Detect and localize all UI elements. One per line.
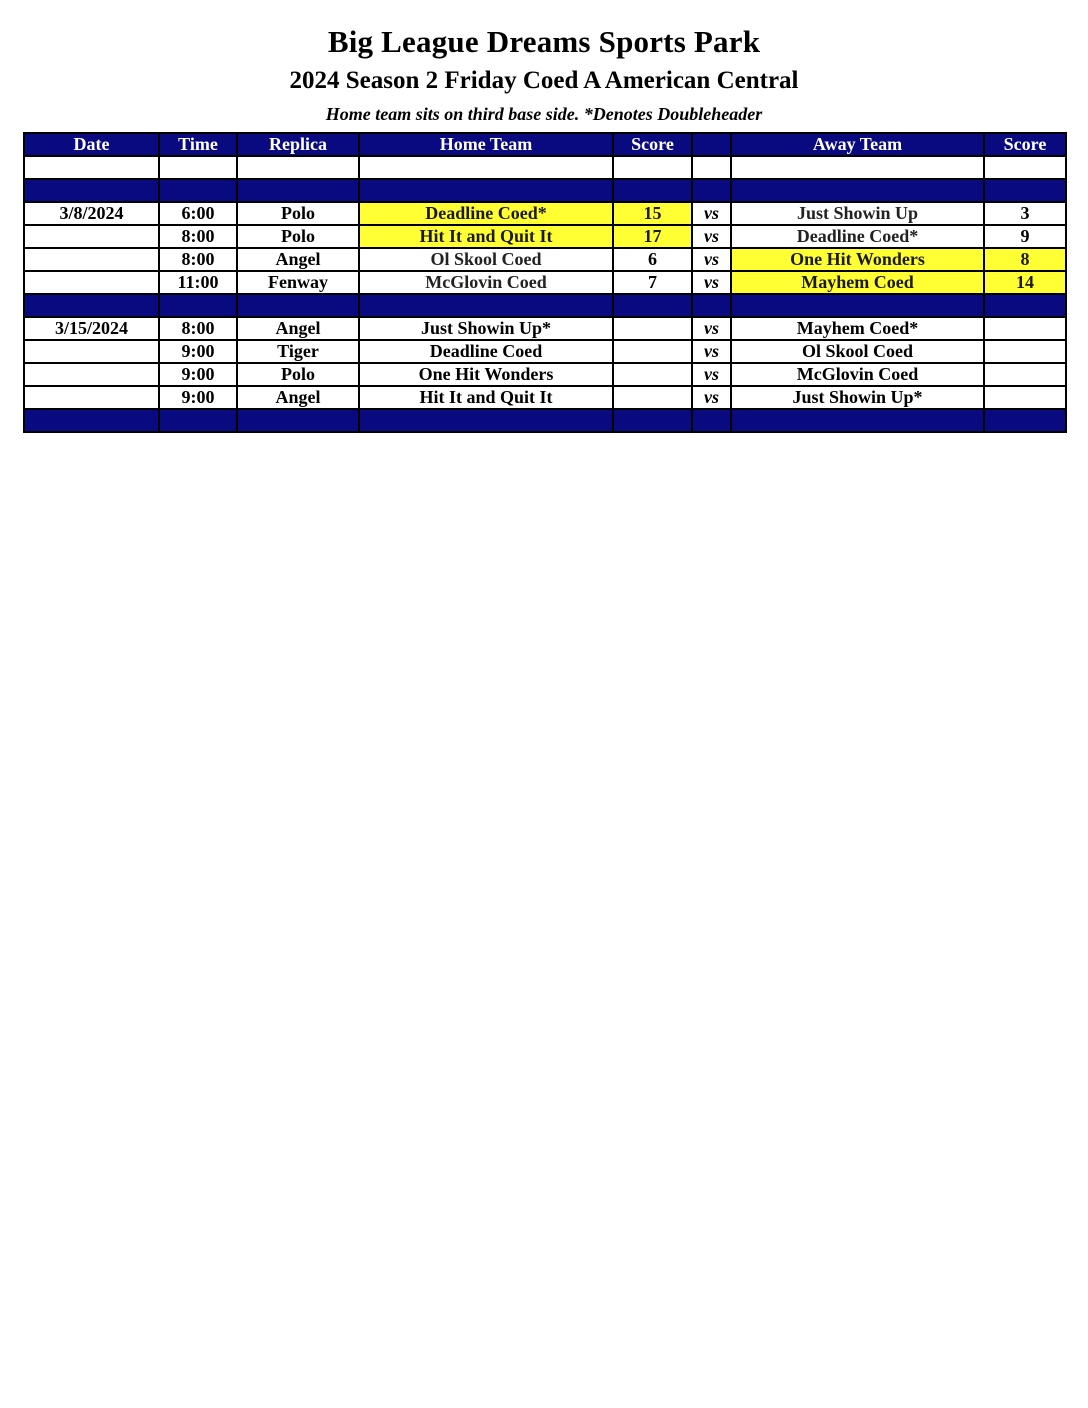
blank-row xyxy=(24,156,1066,179)
game-replica: Fenway xyxy=(237,271,359,294)
game-replica: Angel xyxy=(237,386,359,409)
away-score: 14 xyxy=(984,271,1066,294)
game-date xyxy=(24,225,159,248)
separator-band xyxy=(24,179,1066,202)
game-time: 6:00 xyxy=(159,202,237,225)
away-score: 3 xyxy=(984,202,1066,225)
home-team: Deadline Coed xyxy=(359,340,613,363)
home-team: Deadline Coed* xyxy=(359,202,613,225)
game-replica: Tiger xyxy=(237,340,359,363)
away-score xyxy=(984,340,1066,363)
home-team: Ol Skool Coed xyxy=(359,248,613,271)
home-score xyxy=(613,317,692,340)
table-row xyxy=(24,202,1066,225)
table-row xyxy=(24,340,1066,363)
vs-label: vs xyxy=(692,271,731,294)
home-score: 15 xyxy=(613,202,692,225)
home-team: Hit It and Quit It xyxy=(359,386,613,409)
game-date: 3/15/2024 xyxy=(24,317,159,340)
game-date xyxy=(24,248,159,271)
game-replica: Polo xyxy=(237,225,359,248)
game-time: 9:00 xyxy=(159,340,237,363)
vs-label: vs xyxy=(692,386,731,409)
home-score: 6 xyxy=(613,248,692,271)
header-row xyxy=(24,133,1066,156)
col-header-vs xyxy=(692,133,731,156)
away-team: Just Showin Up* xyxy=(731,386,984,409)
col-header-date: Date xyxy=(24,133,159,156)
game-replica: Angel xyxy=(237,317,359,340)
game-time: 8:00 xyxy=(159,225,237,248)
game-time: 11:00 xyxy=(159,271,237,294)
home-team: Hit It and Quit It xyxy=(359,225,613,248)
vs-label: vs xyxy=(692,363,731,386)
game-time: 9:00 xyxy=(159,386,237,409)
home-score xyxy=(613,363,692,386)
home-team: One Hit Wonders xyxy=(359,363,613,386)
vs-label: vs xyxy=(692,317,731,340)
game-time: 8:00 xyxy=(159,317,237,340)
game-date xyxy=(24,340,159,363)
doubleheader-note: Home team sits on third base side. *Denotes Doubleheader xyxy=(325,104,763,124)
game-replica: Angel xyxy=(237,248,359,271)
table-row xyxy=(24,271,1066,294)
table-row xyxy=(24,363,1066,386)
home-team: McGlovin Coed xyxy=(359,271,613,294)
home-score xyxy=(613,386,692,409)
vs-label: vs xyxy=(692,225,731,248)
col-header-away-score: Score xyxy=(984,133,1066,156)
separator-band xyxy=(24,294,1066,317)
game-replica: Polo xyxy=(237,363,359,386)
away-team: Mayhem Coed xyxy=(731,271,984,294)
table-row xyxy=(24,386,1066,409)
away-score: 8 xyxy=(984,248,1066,271)
separator-band xyxy=(24,409,1066,432)
page-subtitle: 2024 Season 2 Friday Coed A American Central xyxy=(289,67,799,94)
away-score xyxy=(984,363,1066,386)
away-score xyxy=(984,386,1066,409)
home-team: Just Showin Up* xyxy=(359,317,613,340)
home-score xyxy=(613,340,692,363)
away-score: 9 xyxy=(984,225,1066,248)
away-team: Ol Skool Coed xyxy=(731,340,984,363)
game-time: 9:00 xyxy=(159,363,237,386)
page-title: Big League Dreams Sports Park xyxy=(327,24,761,59)
vs-label: vs xyxy=(692,248,731,271)
game-replica: Polo xyxy=(237,202,359,225)
game-time: 8:00 xyxy=(159,248,237,271)
schedule-table xyxy=(23,132,1067,433)
away-score xyxy=(984,317,1066,340)
col-header-home-score: Score xyxy=(613,133,692,156)
away-team: McGlovin Coed xyxy=(731,363,984,386)
home-score: 17 xyxy=(613,225,692,248)
col-header-away-team: Away Team xyxy=(731,133,984,156)
table-row xyxy=(24,225,1066,248)
away-team: Just Showin Up xyxy=(731,202,984,225)
col-header-replica: Replica xyxy=(237,133,359,156)
vs-label: vs xyxy=(692,340,731,363)
col-header-home-team: Home Team xyxy=(359,133,613,156)
vs-label: vs xyxy=(692,202,731,225)
away-team: One Hit Wonders xyxy=(731,248,984,271)
away-team: Deadline Coed* xyxy=(731,225,984,248)
game-date xyxy=(24,363,159,386)
game-date: 3/8/2024 xyxy=(24,202,159,225)
home-score: 7 xyxy=(613,271,692,294)
table-row xyxy=(24,317,1066,340)
game-date xyxy=(24,271,159,294)
away-team: Mayhem Coed* xyxy=(731,317,984,340)
game-date xyxy=(24,386,159,409)
table-row xyxy=(24,248,1066,271)
col-header-time: Time xyxy=(159,133,237,156)
